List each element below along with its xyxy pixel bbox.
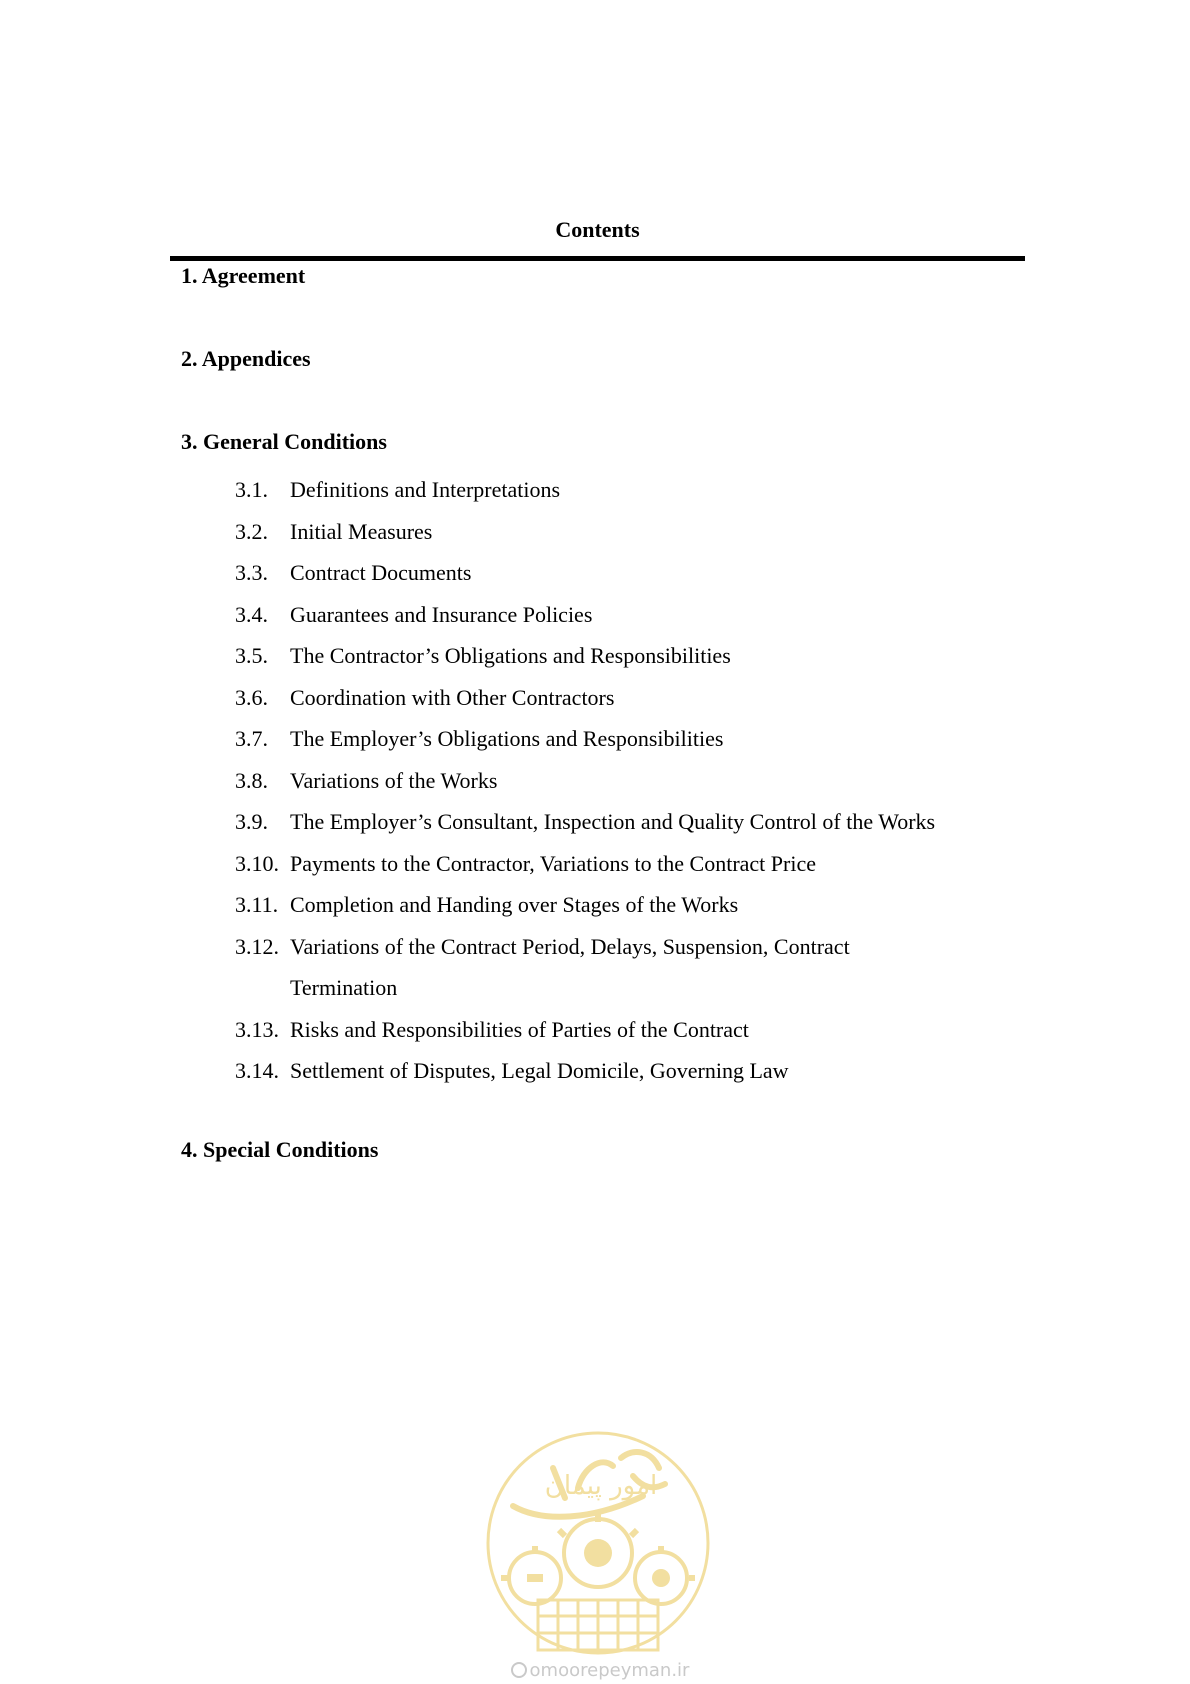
item-number: 3.12. xyxy=(235,933,279,959)
item-text: Settlement of Disputes, Legal Domicile, Governing Law xyxy=(290,1058,789,1083)
item-number: 3.4. xyxy=(235,601,268,627)
section-heading-special-conditions: 4. Special Conditions xyxy=(181,1137,379,1162)
list-item xyxy=(235,552,1035,594)
item-text: Variations of the Works xyxy=(290,767,498,793)
item-text: Definitions and Interpretations xyxy=(290,477,561,502)
item-text: Completion and Handing over Stages of the Works xyxy=(290,892,739,917)
list-item xyxy=(235,594,1035,636)
item-text: Risks and Responsibilities of Parties of the Contract xyxy=(290,1016,749,1042)
item-number: 3.5. xyxy=(235,643,268,668)
general-conditions-list xyxy=(235,469,1035,1092)
item-number: 3.10. xyxy=(235,850,279,876)
item-text: The Contractor’s Obligations and Responsibilities xyxy=(290,643,731,668)
section-heading-appendices: 2. Appendices xyxy=(181,346,311,371)
list-item xyxy=(235,511,1035,553)
list-item xyxy=(235,469,1035,511)
section-heading-agreement: 1. Agreement xyxy=(181,263,306,288)
item-number: 3.14. xyxy=(235,1058,279,1083)
list-item xyxy=(235,1050,1035,1092)
item-text: Contract Documents xyxy=(290,560,472,585)
item-number: 3.9. xyxy=(235,809,268,834)
list-item xyxy=(235,843,1035,885)
item-number: 3.8. xyxy=(235,767,268,793)
item-text: The Employer’s Obligations and Responsibilities xyxy=(290,726,724,751)
list-item xyxy=(235,718,1035,760)
item-text: Coordination with Other Contractors xyxy=(290,684,615,710)
item-number: 3.6. xyxy=(235,684,268,710)
list-item xyxy=(235,1009,1035,1051)
item-text: Payments to the Contractor, Variations to the Contract Price xyxy=(290,850,816,876)
omoorepeyman-logo xyxy=(483,1428,713,1676)
item-number: 3.7. xyxy=(235,726,268,751)
list-item xyxy=(235,926,1035,1009)
list-item xyxy=(235,760,1035,802)
page-title: Contents xyxy=(555,217,640,242)
item-number: 3.2. xyxy=(235,518,268,544)
item-text: Variations of the Contract Period, Delays, Suspension, Contract Termination xyxy=(290,933,850,1000)
list-item xyxy=(235,677,1035,719)
item-number: 3.13. xyxy=(235,1016,279,1042)
list-item xyxy=(235,801,1035,843)
item-text: The Employer’s Consultant, Inspection and Quality Control of the Works xyxy=(290,809,936,834)
item-text: Guarantees and Insurance Policies xyxy=(290,601,593,627)
list-item xyxy=(235,635,1035,677)
section-heading-general-conditions: 3. General Conditions xyxy=(181,429,387,454)
globe-icon xyxy=(511,1662,527,1678)
title-rule xyxy=(170,256,1025,261)
list-item xyxy=(235,884,1035,926)
watermark-url-text: omoorepeyman.ir xyxy=(529,1660,690,1681)
watermark-url xyxy=(490,1660,710,1682)
item-number: 3.1. xyxy=(235,477,268,502)
item-number: 3.3. xyxy=(235,560,268,585)
item-number: 3.11. xyxy=(235,892,279,917)
logo-script-text: امور پیمان xyxy=(544,1471,658,1501)
item-text: Initial Measures xyxy=(290,518,433,544)
